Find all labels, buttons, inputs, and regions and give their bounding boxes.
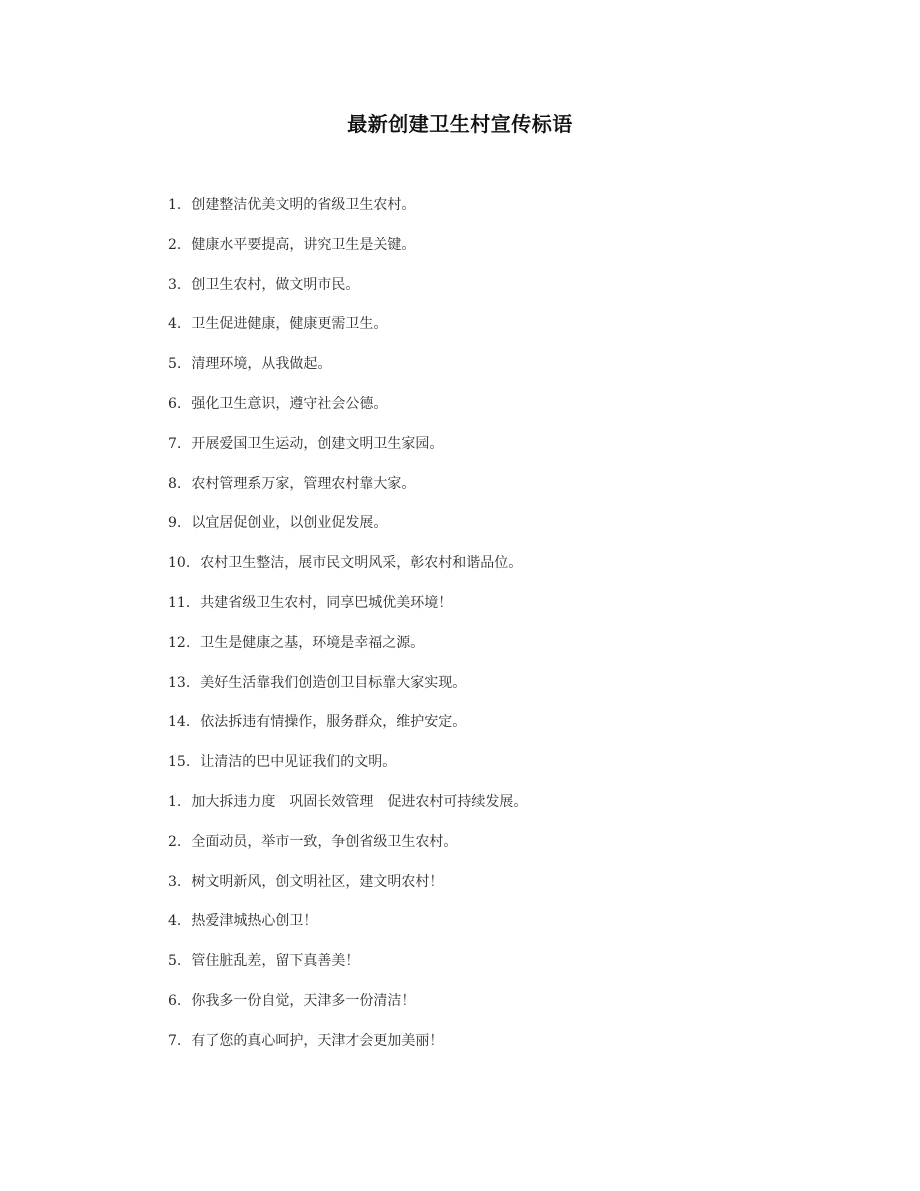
list-item <box>168 351 808 391</box>
item-text: 有了您的真心呵护，天津才会更加美丽！ <box>191 1032 444 1049</box>
list-item <box>168 431 808 471</box>
item-number: 5. <box>168 356 182 373</box>
slogan-list <box>168 192 808 1068</box>
item-number: 14. <box>168 714 191 731</box>
item-text: 卫生是健康之基，环境是幸福之源。 <box>200 634 425 651</box>
item-text: 清理环境，从我做起。 <box>191 356 332 373</box>
list-item <box>168 272 808 312</box>
item-text: 创卫生农村，做文明市民。 <box>191 276 360 293</box>
item-number: 7. <box>168 435 182 452</box>
item-number: 4. <box>168 316 182 333</box>
item-number: 12. <box>168 634 191 651</box>
item-text: 开展爱国卫生运动，创建文明卫生家园。 <box>191 435 444 452</box>
list-item <box>168 908 808 948</box>
list-item <box>168 709 808 749</box>
item-number: 3. <box>168 276 182 293</box>
list-item <box>168 749 808 789</box>
item-number: 15. <box>168 754 191 771</box>
item-number: 5. <box>168 953 182 970</box>
page-title: 最新创建卫生村宣传标语 <box>347 112 573 136</box>
list-item <box>168 630 808 670</box>
list-item <box>168 948 808 988</box>
item-text: 强化卫生意识，遵守社会公德。 <box>191 395 388 412</box>
item-text: 共建省级卫生农村，同享巴城优美环境！ <box>200 594 453 611</box>
item-number: 9. <box>168 515 182 532</box>
list-item <box>168 988 808 1028</box>
item-number: 2. <box>168 236 182 253</box>
list-item <box>168 550 808 590</box>
item-text: 农村管理系万家，管理农村靠大家。 <box>191 475 416 492</box>
list-item <box>168 471 808 511</box>
list-item <box>168 232 808 272</box>
item-text: 加大拆违力度 巩固长效管理 促进农村可持续发展。 <box>191 793 528 810</box>
list-item <box>168 1028 808 1068</box>
item-number: 3. <box>168 873 182 890</box>
list-item <box>168 192 808 232</box>
item-number: 7. <box>168 1032 182 1049</box>
item-text: 创建整洁优美文明的省级卫生农村。 <box>191 197 416 213</box>
list-item <box>168 391 808 431</box>
list-item <box>168 510 808 550</box>
item-text: 你我多一份自觉，天津多一份清洁！ <box>191 992 416 1009</box>
item-number: 4. <box>168 913 182 930</box>
list-item <box>168 789 808 829</box>
item-text: 农村卫生整洁，展市民文明风采，彰农村和谐品位。 <box>200 555 523 572</box>
item-text: 卫生促进健康，健康更需卫生。 <box>191 316 388 333</box>
item-text: 美好生活靠我们创造创卫目标靠大家实现。 <box>200 674 467 691</box>
item-number: 2. <box>168 833 182 850</box>
item-text: 热爱津城热心创卫！ <box>191 913 318 930</box>
list-item <box>168 590 808 630</box>
item-number: 1. <box>168 197 182 213</box>
item-number: 11. <box>168 594 191 611</box>
item-text: 让清洁的巴中见证我们的文明。 <box>200 754 397 771</box>
list-item <box>168 311 808 351</box>
item-text: 树文明新风，创文明社区，建文明农村！ <box>191 873 444 890</box>
item-text: 健康水平要提高，讲究卫生是关键。 <box>191 236 416 253</box>
item-number: 6. <box>168 395 182 412</box>
item-number: 8. <box>168 475 182 492</box>
item-number: 13. <box>168 674 191 691</box>
item-text: 管住脏乱差，留下真善美！ <box>191 953 360 970</box>
list-item <box>168 869 808 909</box>
item-number: 10. <box>168 555 191 572</box>
item-text: 依法拆违有情操作，服务群众，维护安定。 <box>200 714 467 731</box>
item-text: 全面动员，举市一致，争创省级卫生农村。 <box>191 833 458 850</box>
item-text: 以宜居促创业，以创业促发展。 <box>191 515 388 532</box>
list-item <box>168 670 808 710</box>
item-number: 1. <box>168 793 182 810</box>
item-number: 6. <box>168 992 182 1009</box>
list-item <box>168 829 808 869</box>
